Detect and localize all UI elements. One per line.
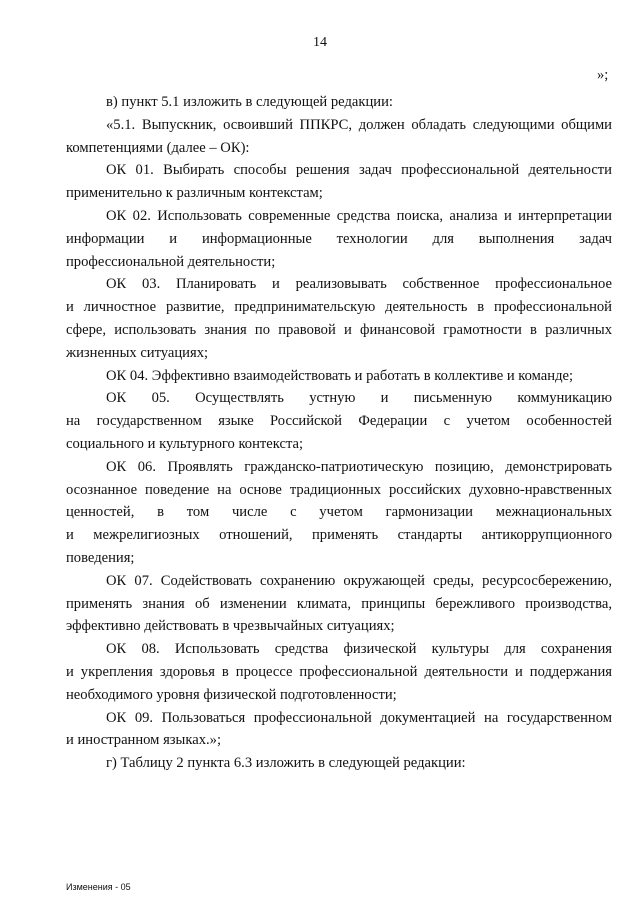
text-line: поведения; — [66, 549, 135, 566]
paragraph-ok-04 — [66, 365, 612, 388]
text-line: ОК 07. Содействовать сохранению окружающей среды, ресурсосбережению, — [106, 572, 612, 589]
paragraph-5-1-intro — [66, 114, 612, 160]
text-line: эффективно действовать в чрезвычайных ситуациях; — [66, 618, 395, 635]
text-line: жизненных ситуациях; — [66, 344, 209, 361]
text-line: информации и информационные технологии для выполнения задач — [66, 230, 612, 247]
text-line: в) пункт 5.1 изложить в следующей редакции: — [106, 94, 393, 110]
text-line: и иностранном языках.»; — [66, 732, 221, 749]
paragraph-ok-09 — [66, 707, 612, 753]
text-line: применительно к различным контекстам; — [66, 185, 323, 202]
text-line: профессиональной деятельности; — [66, 253, 276, 270]
text-line: и укрепления здоровья в процессе профессиональной деятельности и поддержания — [66, 663, 612, 680]
text-line: ценностей, в том числе с учетом гармонизации межнациональных — [66, 504, 612, 521]
paragraph-ok-01 — [66, 159, 612, 205]
text-line: необходимого уровня физической подготовленности; — [66, 686, 397, 703]
paragraph-item-g — [66, 752, 612, 775]
text-line: г) Таблицу 2 пункта 6.3 изложить в следующей редакции: — [106, 755, 466, 772]
paragraph-ok-03 — [66, 273, 612, 364]
text-line: ОК 05. Осуществлять устную и письменную коммуникацию — [106, 390, 612, 407]
paragraph-ok-06 — [66, 456, 612, 570]
text-line: социального и культурного контекста; — [66, 435, 304, 452]
paragraph-ok-05 — [66, 387, 612, 455]
text-line: применять знания об изменении климата, принципы бережливого производства, — [66, 595, 612, 612]
text-line: ОК 06. Проявлять гражданско-патриотическую позицию, демонстрировать — [106, 458, 612, 475]
paragraph-ok-07 — [66, 570, 612, 638]
paragraph-item-v — [66, 91, 612, 114]
closing-quote-mark: »; — [597, 67, 609, 83]
text-line: осознанное поведение на основе традиционных российских духовно-нравственных — [66, 481, 612, 498]
text-line: ОК 03. Планировать и реализовывать собственное профессиональное — [106, 276, 612, 293]
footer-revision-note: Изменения - 05 — [66, 882, 131, 892]
text-line: компетенциями (далее – ОК): — [66, 139, 250, 156]
text-line: ОК 09. Пользоваться профессиональной документацией на государственном — [106, 709, 612, 726]
text-line: ОК 02. Использовать современные средства поиска, анализа и интерпретации — [106, 207, 612, 224]
page-number: 14 — [313, 35, 327, 50]
text-line: на государственном языке Российской Федерации с учетом особенностей — [66, 413, 612, 430]
text-line: ОК 04. Эффективно взаимодействовать и работать в коллективе и команде; — [106, 367, 574, 384]
text-line: сфере, использовать знания по правовой и финансовой грамотности в различных — [66, 321, 612, 338]
paragraph-ok-02 — [66, 205, 612, 273]
text-line: ОК 01. Выбирать способы решения задач профессиональной деятельности — [106, 162, 612, 179]
paragraph-ok-08 — [66, 638, 612, 706]
text-line: «5.1. Выпускник, освоивший ППКРС, должен обладать следующими общими — [106, 116, 612, 133]
document-body — [66, 91, 612, 775]
text-line: и личностное развитие, предпринимательскую деятельность в профессиональной — [66, 299, 612, 316]
text-line: ОК 08. Использовать средства физической культуры для сохранения — [106, 641, 612, 658]
text-line: и межрелигиозных отношений, применять стандарты антикоррупционного — [66, 527, 612, 544]
